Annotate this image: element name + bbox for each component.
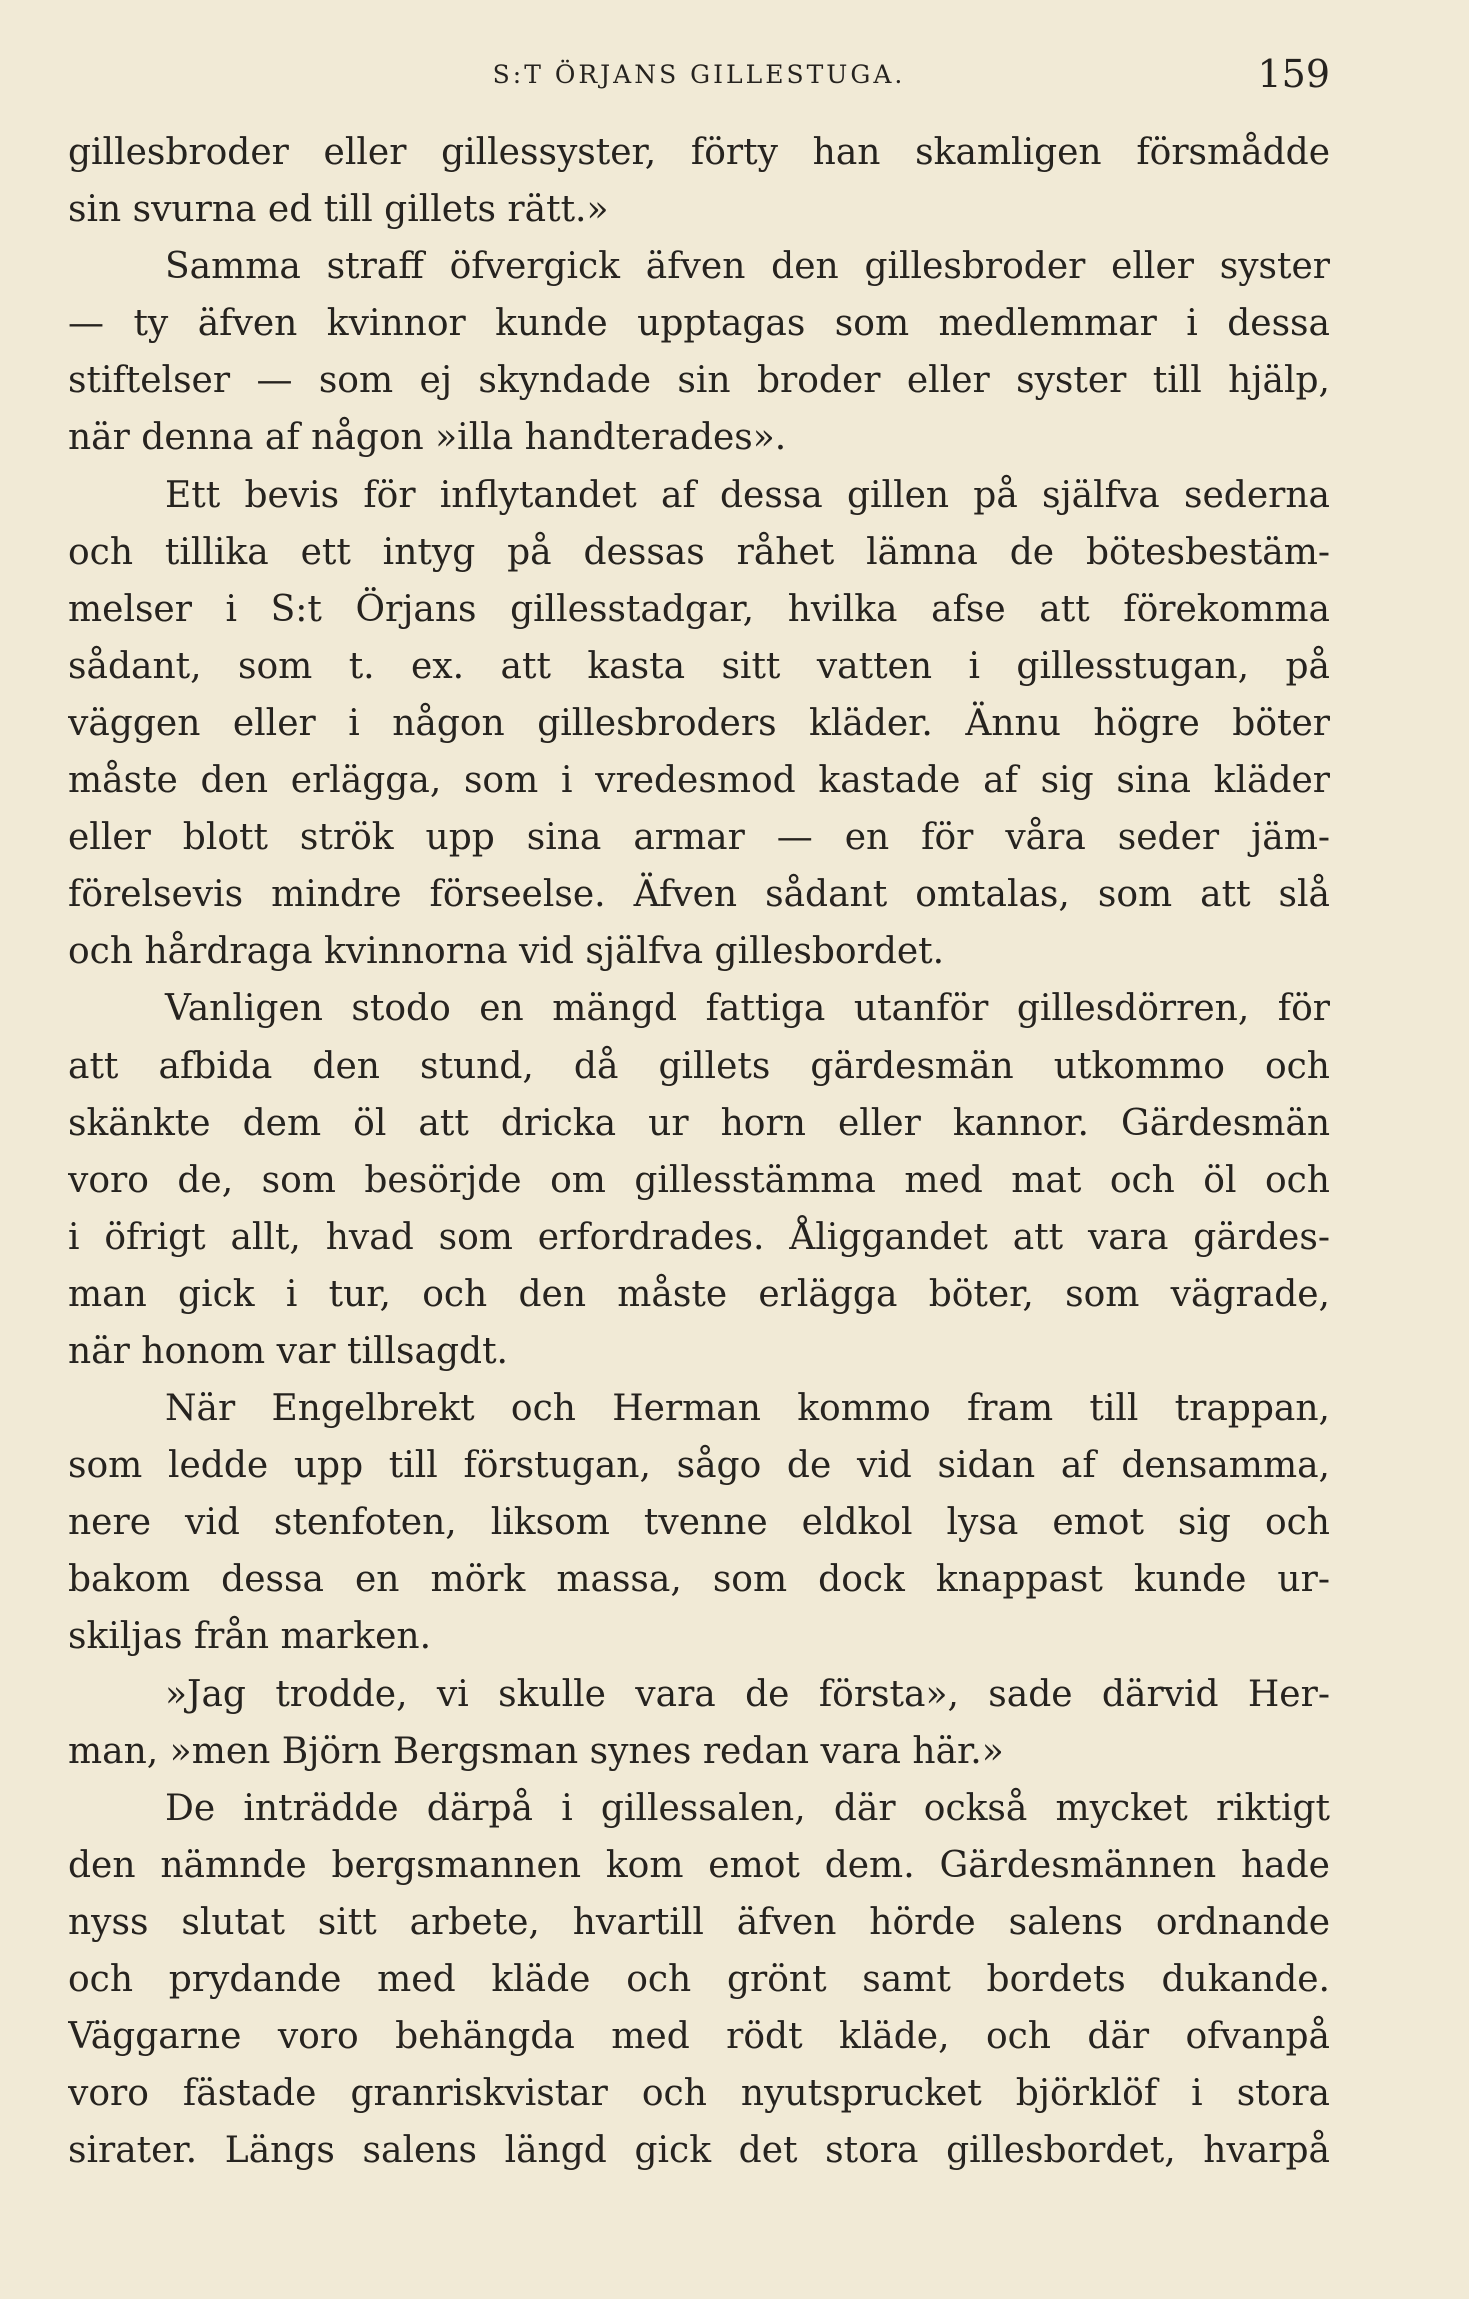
text-line: De inträdde därpå i gillessalen, där också mycket riktigt: [165, 1787, 1330, 1829]
text-line: voro fästade granriskvistar och nyutsprucket björklöf i stora: [68, 2073, 1330, 2115]
text-line: När Engelbrekt och Herman kommo fram till trappan,: [165, 1388, 1330, 1430]
text-line: den nämnde bergsmannen kom emot dem. Gärdesmännen hade: [68, 1844, 1330, 1886]
text-line: skiljas från marken.: [68, 1616, 432, 1658]
text-line: Väggarne voro behängda med rödt kläde, och där ofvanpå: [68, 2016, 1330, 2058]
text-line: nere vid stenfoten, liksom tvenne eldkol lysa emot sig och: [68, 1502, 1330, 1544]
text-line: melser i S:t Örjans gillesstadgar, hvilka afse att förekomma: [68, 588, 1330, 630]
text-line: och tillika ett intyg på dessas råhet lämna de bötesbestäm-: [68, 531, 1330, 573]
text-line: sirater. Längs salens längd gick det stora gillesbordet, hvarpå: [68, 2130, 1330, 2172]
running-title: S:T ÖRJANS GILLESTUGA.: [492, 60, 906, 89]
text-line: skänkte dem öl att dricka ur horn eller kannor. Gärdesmän: [68, 1102, 1330, 1144]
text-line: bakom dessa en mörk massa, som dock knappast kunde ur-: [68, 1559, 1330, 1601]
text-line: eller blott strök upp sina armar — en för våra seder jäm-: [68, 817, 1330, 859]
text-line: gillesbroder eller gillessyster, förty han skamligen försmådde: [68, 132, 1330, 173]
text-line: när honom var tillsagdt.: [68, 1330, 508, 1372]
text-line: nyss slutat sitt arbete, hvartill äfven hörde salens ordnande: [68, 1901, 1330, 1943]
text-line: och hårdraga kvinnorna vid själfva gillesbordet.: [68, 931, 945, 973]
text-line: man gick i tur, och den måste erlägga böter, som vägrade,: [68, 1273, 1330, 1315]
text-line: sin svurna ed till gillets rätt.»: [68, 189, 609, 231]
page-number: 159: [1257, 52, 1330, 96]
text-line: voro de, som besörjde om gillesstämma med mat och öl och: [68, 1159, 1330, 1201]
text-line: när denna af någon »illa handterades».: [68, 417, 787, 459]
body-text: [68, 124, 1330, 2179]
text-line: att afbida den stund, då gillets gärdesmän utkommo och: [68, 1045, 1330, 1087]
text-line: i öfrigt allt, hvad som erfordrades. Åliggandet att vara gärdes-: [68, 1216, 1330, 1258]
text-line: man, »men Björn Bergsman synes redan vara här.»: [68, 1730, 1004, 1772]
text-line: måste den erlägga, som i vredesmod kastade af sig sina kläder: [68, 760, 1330, 802]
text-line: som ledde upp till förstugan, sågo de vid sidan af densamma,: [68, 1445, 1330, 1487]
text-line: sådant, som t. ex. att kasta sitt vatten i gillesstugan, på: [68, 645, 1330, 687]
text-line: »Jag trodde, vi skulle vara de första», sade därvid Her-: [165, 1673, 1330, 1715]
text-line: väggen eller i någon gillesbroders kläder. Ännu högre böter: [68, 702, 1330, 744]
text-line: och prydande med kläde och grönt samt bordets dukande.: [68, 1959, 1330, 2000]
text-line: förelsevis mindre förseelse. Äfven sådant omtalas, som att slå: [68, 874, 1330, 916]
running-head: [68, 52, 1330, 102]
text-line: Ett bevis för inflytandet af dessa gillen på själfva sederna: [165, 474, 1330, 516]
text-line: stiftelser — som ej skyndade sin broder eller syster till hjälp,: [68, 360, 1330, 402]
text-line: — ty äfven kvinnor kunde upptagas som medlemmar i dessa: [68, 303, 1330, 345]
text-line: Samma straff öfvergick äfven den gillesbroder eller syster: [165, 246, 1330, 288]
text-line: Vanligen stodo en mängd fattiga utanför gillesdörren, för: [165, 988, 1330, 1030]
